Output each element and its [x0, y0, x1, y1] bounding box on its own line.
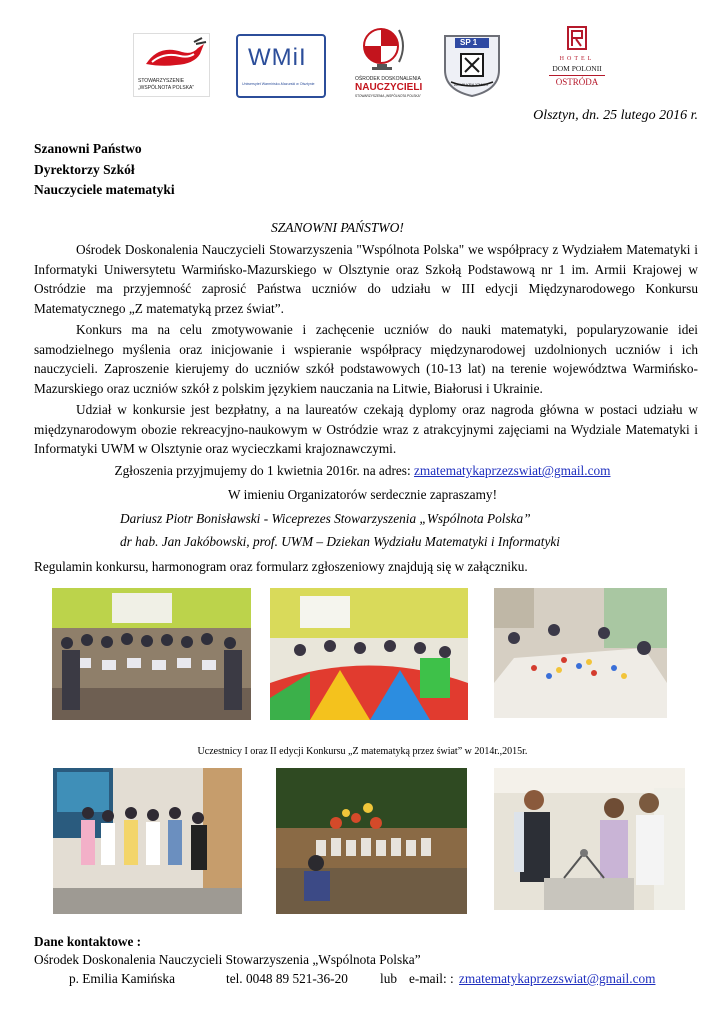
paragraph-3: Udział w konkursie jest bezpłatny, a na laureatów czekają dyplomy oraz nagroda główna w postaci udziału w międzynarodowym obozie rekreacyjno-naukowym w Ostródzie wraz z atrakcyjnymi zajęciami na Wydziale Matematyki i Informatyki UWM w Olsztynie oraz wycieczkami krajoznawczymi.: [34, 402, 698, 457]
logo3-line1: OŚRODEK DOSKONALENIA: [355, 76, 421, 82]
logo1-line1: STOWARZYSZENIE: [138, 78, 185, 84]
logo-sp1: [441, 32, 503, 98]
logo5-line1: HOTEL: [559, 56, 595, 62]
signature-2: dr hab. Jan Jakóbowski, prof. UWM – Dziekan Wydziału Matematyki i Informatyki: [120, 534, 560, 549]
logo2-sub: Uniwersytet Warmińsko-Mazurski w Olsztynie: [242, 82, 315, 86]
submission-text: Zgłoszenia przyjmujemy do 1 kwietnia 2016r. na adres:: [114, 463, 411, 478]
photo-group-diplomas: [52, 588, 251, 720]
logo3-line3: STOWARZYSZENIA „WSPÓLNOTA POLSKA”: [355, 94, 421, 98]
photo-students-standing: [53, 768, 242, 914]
logo-odn: [355, 24, 423, 102]
logo-wspolnota-polska: [133, 33, 210, 97]
contact-person: p. Emilia Kamińska: [69, 971, 175, 986]
photo-caption: Uczestnicy I oraz II edycji Konkursu „Z matematyką przez świat” w 2014r.,2015r.: [197, 746, 528, 757]
paragraph-1: Ośrodek Doskonalenia Nauczycieli Stowarzyszenia "Wspólnota Polska" we współpracy z Wydziałem Matematyki i Informatyki Uniwersytetu Warmińsko-Mazurskiego w Olsztynie oraz Szkołą Podstawową nr 1 im. Armii Krajowej w Ostródzie ma przyjemność zaprosić Państwa uczniów do udziału w III edycji Międzynarodowego Konkursu Matematycznego „Z matematyką przez świat”.: [34, 242, 698, 316]
attachment-line: Regulamin konkursu, harmonogram oraz formularz zgłoszeniowy znajdują się w załączniku.: [34, 559, 528, 574]
addressee-2: Dyrektorzy Szkół: [34, 162, 135, 177]
addressee-3: Nauczyciele matematyki: [34, 182, 175, 197]
globe-icon: [355, 24, 415, 74]
logo3-line2: NAUCZYCIELI: [355, 82, 423, 93]
stork-icon: [134, 34, 209, 79]
logo5-line3: OSTRÓDA: [549, 75, 605, 87]
photo-girls-experiment: [494, 768, 685, 910]
submission-line: [0, 461, 725, 481]
signature-1: Dariusz Piotr Bonisławski - Wiceprezes Stowarzyszenia „Wspólnota Polska”: [120, 511, 531, 526]
photo-crafts-display: [276, 768, 467, 914]
photo-table-lego: [494, 588, 667, 718]
logo-hotel-dom-polonii: [549, 25, 605, 97]
logo-wmii: [236, 34, 326, 98]
logo1-line2: „WSPÓLNOTA POLSKA”: [138, 85, 195, 91]
contact-email-link[interactable]: zmatematykaprzezswiat@gmail.com: [459, 971, 656, 986]
addressee-1: Szanowni Państwo: [34, 141, 142, 156]
contact-or: lub: [380, 971, 397, 986]
date-line: Olsztyn, dn. 25 lutego 2016 r.: [533, 108, 698, 123]
logo5-line2: DOM POLONII: [552, 64, 602, 73]
logo4-text: SP 1: [460, 38, 478, 47]
submission-email-link[interactable]: zmatematykaprzezswiat@gmail.com: [414, 463, 611, 478]
page-title: SZANOWNI PAŃSTWO!: [271, 220, 404, 235]
contact-heading: Dane kontaktowe :: [34, 934, 142, 949]
photo-parachute-game: [270, 588, 468, 720]
contact-phone: tel. 0048 89 521-36-20: [226, 971, 348, 986]
logo4-sub: ARMII KRAJOWEJ: [454, 82, 489, 87]
contact-email-label: e-mail: :: [409, 971, 454, 986]
logo2-text: WMiI: [248, 44, 307, 71]
contact-org: Ośrodek Doskonalenia Nauczycieli Stowarzyszenia „Wspólnota Polska”: [34, 952, 421, 967]
invite-line: W imieniu Organizatorów serdecznie zapraszamy!: [227, 487, 498, 502]
paragraph-2: Konkurs ma na celu zmotywowanie i zachęcenie uczniów do nauki matematyki, popularyzowanie idei samodzielnego myślenia oraz inicjowanie i wspieranie współpracy międzynarodowej uzdolnionych uczniów i ich nauczycieli. Zaproszenie kierujemy do uczniów szkół podstawowych (10-13 lat) na terenie województwa Warmińsko-Mazurskiego oraz uczniów szkół z polskim językiem nauczania na Litwie, Białorusi i Ukrainie.: [34, 322, 698, 396]
